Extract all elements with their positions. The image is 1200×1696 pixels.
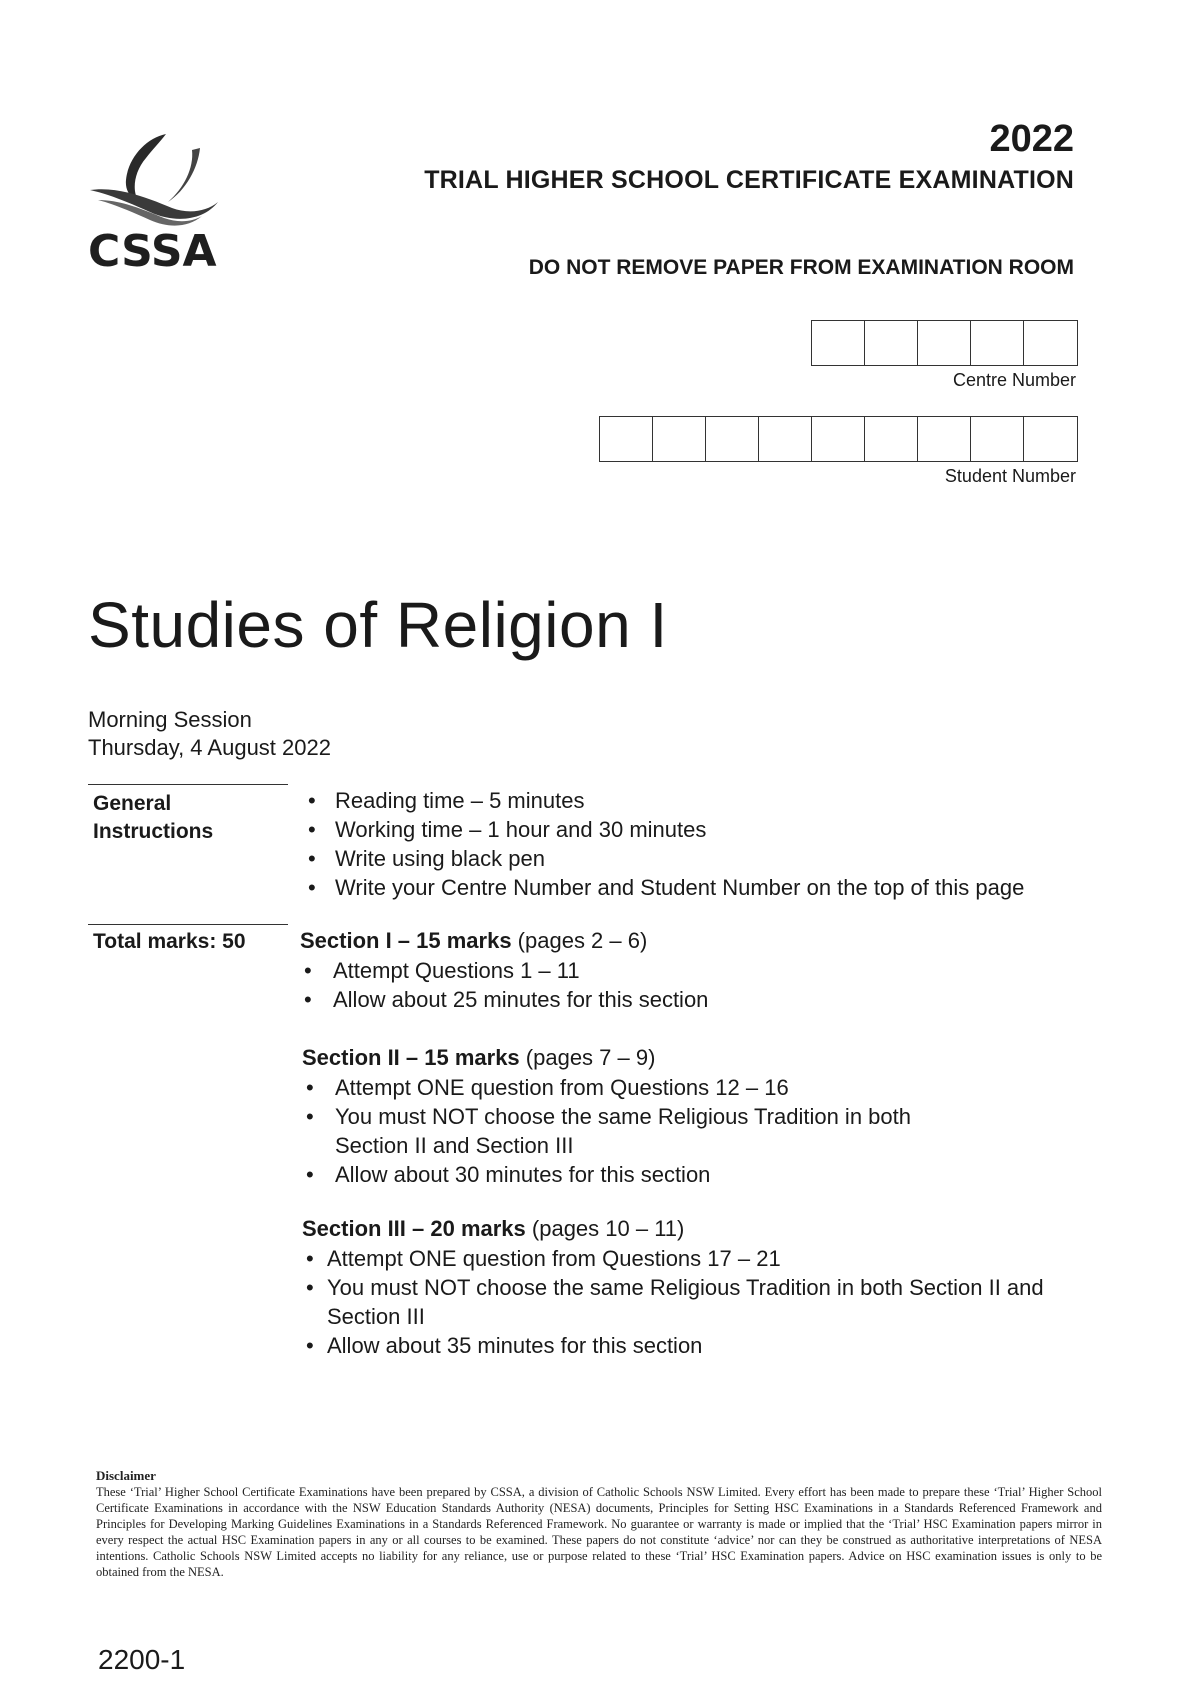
- section-2: [302, 1043, 1122, 1189]
- section-3: [302, 1214, 1122, 1360]
- general-instructions-heading: [93, 790, 213, 846]
- student-number-cell[interactable]: [971, 417, 1024, 461]
- centre-number-cell[interactable]: [1024, 321, 1077, 365]
- centre-number-label: Centre Number: [952, 370, 1076, 390]
- list-item: • You must NOT choose the same Religious Tradition in both Section II and Section III: [302, 1273, 1122, 1331]
- exam-title: TRIAL HIGHER SCHOOL CERTIFICATE EXAMINATION: [424, 166, 1074, 194]
- section-3-list: [302, 1244, 1122, 1360]
- divider: [88, 924, 288, 925]
- cssa-swoosh-icon: [88, 128, 228, 228]
- disclaimer: [96, 1468, 1102, 1580]
- list-item: • Allow about 30 minutes for this section: [302, 1160, 962, 1189]
- section-heading: [302, 1043, 1122, 1072]
- centre-number-cell[interactable]: [971, 321, 1024, 365]
- student-number-cell[interactable]: [600, 417, 653, 461]
- list-item: • You must NOT choose the same Religious Tradition in both Section II and Section III: [302, 1102, 962, 1160]
- list-item: • Working time – 1 hour and 30 minutes: [304, 815, 1124, 844]
- centre-number-cell[interactable]: [918, 321, 971, 365]
- divider: [88, 784, 288, 785]
- total-marks-label: Total marks: 50: [93, 930, 246, 953]
- paper-code: 2200-1: [98, 1644, 186, 1675]
- subject-title: Studies of Religion I: [88, 589, 668, 661]
- student-number-cell[interactable]: [812, 417, 865, 461]
- heading-line: General: [93, 792, 172, 815]
- section-pages: (pages 7 – 9): [519, 1045, 656, 1070]
- centre-number-boxes[interactable]: [811, 320, 1078, 366]
- centre-number-cell[interactable]: [812, 321, 865, 365]
- section-2-list: [302, 1073, 962, 1189]
- list-item: • Attempt ONE question from Questions 17 – 21: [302, 1244, 1122, 1273]
- session-info: [88, 706, 331, 762]
- list-item: • Reading time – 5 minutes: [304, 786, 1124, 815]
- session-time: Morning Session: [88, 707, 252, 732]
- cssa-logo: [88, 128, 228, 277]
- student-number-label: Student Number: [944, 466, 1076, 486]
- section-heading: [302, 1214, 1122, 1243]
- student-number-cell[interactable]: [918, 417, 971, 461]
- disclaimer-text: These ‘Trial’ Higher School Certificate Examinations have been prepared by CSSA, a division of Catholic Schools NSW Limited. Every effort has been made to prepare these ‘Trial’ Higher School Certificate Examinations in accordance with the NSW Education Standards Authority (NESA) documents, Principles for Setting HSC Examinations in a Standards Referenced Framework and Principles for Developing Marking Guidelines Examinations in a Standards Referenced Framework. No guarantee or warranty is made or implied that the ‘Trial’ HSC Examination papers mirror in every respect the actual HSC Examination papers in any or all courses to be examined. These papers do not constitute ‘advice’ nor can they be construed as authoritative interpretations of NESA intentions. Catholic Schools NSW Limited accepts no liability for any reliance, use or purpose related to these ‘Trial’ HSC Examination papers. Advice on HSC examination issues is only to be obtained from the NESA.: [96, 1485, 1102, 1579]
- centre-number-cell[interactable]: [865, 321, 918, 365]
- student-number-cell[interactable]: [759, 417, 812, 461]
- student-number-cell[interactable]: [706, 417, 759, 461]
- section-1-list: [300, 956, 1120, 1014]
- heading-line: Instructions: [93, 820, 214, 843]
- list-item: • Allow about 35 minutes for this section: [302, 1331, 1122, 1360]
- section-pages: (pages 2 – 6): [511, 928, 648, 953]
- general-instructions-list: [304, 786, 1124, 902]
- section-title: Section II – 15 marks: [302, 1045, 520, 1070]
- section-title: Section III – 20 marks: [302, 1216, 526, 1241]
- student-number-cell[interactable]: [653, 417, 706, 461]
- exam-year: 2022: [989, 118, 1074, 160]
- logo-text: CSSA: [88, 226, 217, 277]
- student-number-cell[interactable]: [1024, 417, 1077, 461]
- section-title: Section I – 15 marks: [300, 928, 512, 953]
- list-item: • Write your Centre Number and Student Number on the top of this page: [304, 873, 1124, 902]
- list-item: • Allow about 25 minutes for this section: [300, 985, 1120, 1014]
- student-number-cell[interactable]: [865, 417, 918, 461]
- student-number-boxes[interactable]: [599, 416, 1078, 462]
- disclaimer-title: Disclaimer: [96, 1468, 156, 1483]
- list-item: • Attempt Questions 1 – 11: [300, 956, 1120, 985]
- list-item: • Write using black pen: [304, 844, 1124, 873]
- removal-warning: DO NOT REMOVE PAPER FROM EXAMINATION ROOM: [528, 256, 1074, 279]
- section-pages: (pages 10 – 11): [525, 1216, 685, 1241]
- session-date: Thursday, 4 August 2022: [88, 735, 331, 760]
- section-1: [300, 926, 1120, 1014]
- section-heading: [300, 926, 1120, 955]
- list-item: • Attempt ONE question from Questions 12 – 16: [302, 1073, 962, 1102]
